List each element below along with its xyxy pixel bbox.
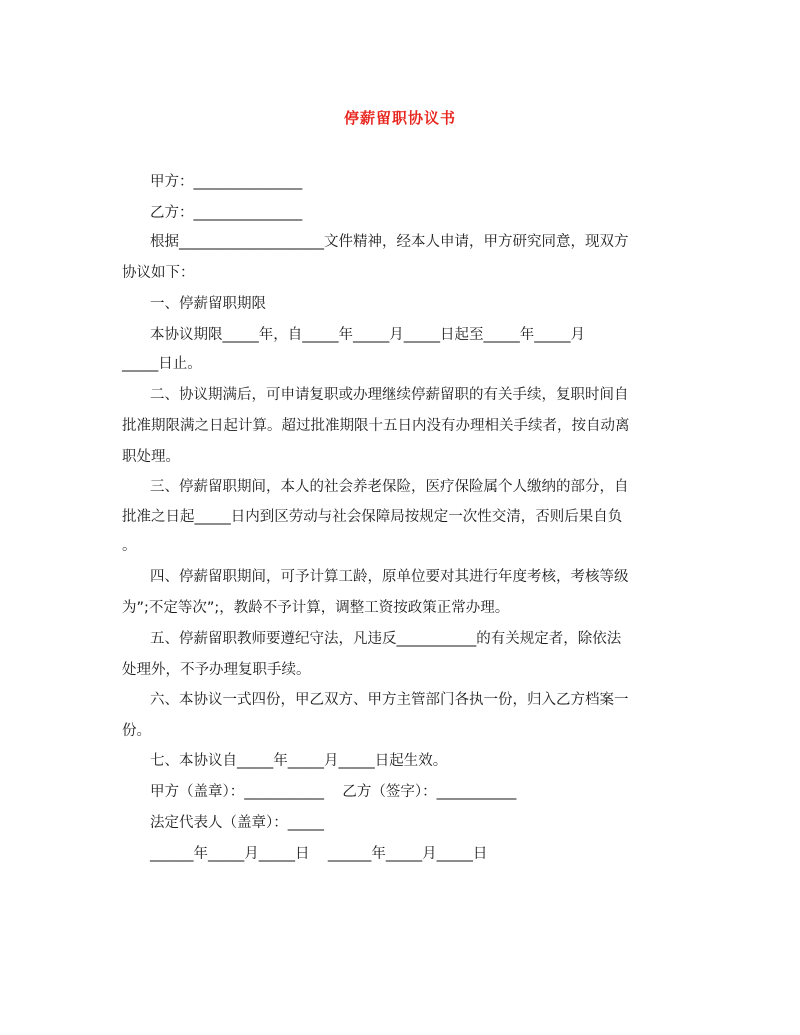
document-line: 甲方（盖章）：___________ 乙方（签字）：___________ — [150, 784, 517, 800]
document-line: 。 — [122, 538, 137, 554]
document-line: 根据____________________文件精神，经本人申请，甲方研究同意，现双方 — [150, 234, 629, 250]
document-line: 六、本协议一式四份，甲乙双方、甲方主管部门各执一份，归入乙方档案一 — [150, 692, 629, 708]
document-line: 处理外，不予办理复职手续。 — [122, 662, 311, 678]
document-line: 职处理。 — [122, 449, 180, 465]
document-line: 一、停薪留职期限 — [150, 296, 266, 312]
document-line: 二、协议期满后，可申请复职或办理继续停薪留职的有关手续，复职时间自 — [150, 387, 629, 403]
document-line: 三、停薪留职期间，本人的社会养老保险，医疗保险属个人缴纳的部分，自 — [150, 479, 629, 495]
document-title: 停薪留职协议书 — [343, 109, 456, 127]
document-line: ______年_____月_____日 ______年_____月_____日 — [150, 846, 488, 862]
document-line: 批准之日起_____日内到区劳动与社会保障局按规定一次性交清，否则后果自负 — [122, 509, 623, 525]
document-line: 为”;不定等次”;，教龄不予计算，调整工资按政策正常办理。 — [122, 600, 510, 616]
document-line: 协议如下： — [122, 265, 195, 281]
document-line: _____日止。 — [122, 356, 202, 372]
document-line: 乙方：_______________ — [150, 205, 303, 221]
document-line: 法定代表人（盖章）：_____ — [150, 815, 324, 831]
document-line: 五、停薪留职教师要遵纪守法，凡违反___________的有关规定者，除依法 — [150, 631, 622, 647]
document-line: 本协议期限_____年，自_____年_____月_____日起至_____年_____月 — [150, 327, 585, 343]
document-line: 甲方：_______________ — [150, 174, 303, 190]
document-line: 四、停薪留职期间，可予计算工龄，原单位要对其进行年度考核，考核等级 — [150, 569, 629, 585]
document-line: 七、本协议自_____年_____月_____日起生效。 — [150, 753, 448, 769]
document-line: 批准期限满之日起计算。超过批准期限十五日内没有办理相关手续者，按自动离 — [122, 418, 630, 434]
document-line: 份。 — [122, 723, 151, 739]
